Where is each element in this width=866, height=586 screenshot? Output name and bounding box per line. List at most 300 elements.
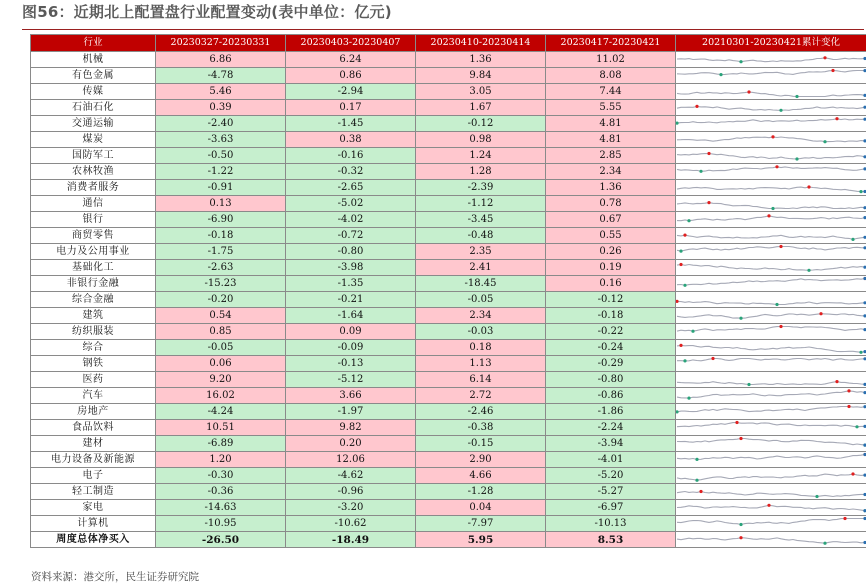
sparkline-path	[677, 474, 865, 480]
column-header-industry: 行业	[31, 35, 156, 52]
table-row	[31, 324, 866, 340]
flow-value-cell: 1.28	[416, 164, 546, 180]
sparkline-low-marker	[683, 284, 686, 287]
cumulative-sparkline-cell	[676, 84, 866, 100]
cumulative-sparkline	[676, 276, 866, 291]
flow-value-cell: -0.96	[286, 484, 416, 500]
table-row	[31, 132, 866, 148]
column-header-week-3: 20230410-20230414	[416, 35, 546, 52]
flow-value-cell: 7.44	[546, 84, 676, 100]
flow-value-cell: -26.50	[156, 532, 286, 548]
flow-value-cell: -15.23	[156, 276, 286, 292]
table-row	[31, 372, 866, 388]
flow-value-cell: 9.82	[286, 420, 416, 436]
sparkline-high-marker	[831, 69, 834, 72]
sparkline-path	[677, 216, 865, 221]
sparkline-high-marker	[679, 263, 682, 266]
table-row	[31, 212, 866, 228]
sparkline-high-marker	[676, 300, 679, 303]
flow-value-cell: 1.36	[546, 180, 676, 196]
flow-value-cell: -1.28	[416, 484, 546, 500]
cumulative-sparkline-cell	[676, 532, 866, 548]
cumulative-sparkline	[676, 212, 866, 227]
sparkline-high-marker	[779, 325, 782, 328]
flow-value-cell: -0.30	[156, 468, 286, 484]
column-header-cumulative: 20210301-20230421累计变化	[676, 35, 866, 52]
table-row	[31, 180, 866, 196]
industry-name-cell: 家电	[31, 500, 156, 516]
sparkline-path	[677, 492, 865, 497]
flow-value-cell: -1.64	[286, 308, 416, 324]
sparkline-path	[677, 235, 865, 239]
flow-value-cell: -2.94	[286, 84, 416, 100]
cumulative-sparkline-cell	[676, 164, 866, 180]
cumulative-sparkline	[676, 180, 866, 195]
cumulative-sparkline	[676, 292, 866, 307]
flow-value-cell: -0.05	[156, 340, 286, 356]
table-row	[31, 388, 866, 404]
sparkline-path	[677, 279, 865, 286]
sparkline-high-marker	[823, 56, 826, 59]
industry-name-cell: 钢铁	[31, 356, 156, 372]
cumulative-sparkline-cell	[676, 180, 866, 196]
cumulative-sparkline-cell	[676, 292, 866, 308]
column-header-week-2: 20230403-20230407	[286, 35, 416, 52]
cumulative-sparkline	[676, 260, 866, 275]
industry-name-cell: 农林牧渔	[31, 164, 156, 180]
cumulative-sparkline	[676, 52, 866, 67]
sparkline-low-marker	[855, 425, 858, 428]
cumulative-sparkline	[676, 452, 866, 467]
sparkline-low-marker	[739, 523, 742, 526]
flow-value-cell: -4.02	[286, 212, 416, 228]
sparkline-path	[677, 345, 865, 352]
table-row	[31, 308, 866, 324]
cumulative-sparkline-cell	[676, 196, 866, 212]
flow-value-cell: 5.95	[416, 532, 546, 548]
sparkline-path	[677, 301, 865, 304]
sparkline-low-marker	[859, 190, 862, 193]
industry-name-cell: 电力设备及新能源	[31, 452, 156, 468]
flow-value-cell: -1.86	[546, 404, 676, 420]
flow-value-cell: -0.03	[416, 324, 546, 340]
table-row	[31, 484, 866, 500]
flow-value-cell: 0.04	[416, 500, 546, 516]
flow-value-cell: 1.13	[416, 356, 546, 372]
table-header-row	[31, 35, 866, 52]
flow-value-cell: -2.24	[546, 420, 676, 436]
flow-value-cell: 1.36	[416, 52, 546, 68]
sparkline-high-marker	[747, 90, 750, 93]
sparkline-high-marker	[851, 472, 854, 475]
flow-value-cell: 2.35	[416, 244, 546, 260]
table-row	[31, 500, 866, 516]
sparkline-low-marker	[676, 410, 679, 413]
table-row	[31, 52, 866, 68]
cumulative-sparkline-cell	[676, 500, 866, 516]
sparkline-high-marker	[779, 245, 782, 248]
flow-value-cell: 0.20	[286, 436, 416, 452]
cumulative-sparkline-cell	[676, 100, 866, 116]
sparkline-low-marker	[699, 170, 702, 173]
cumulative-sparkline	[676, 532, 866, 547]
sparkline-high-marker	[707, 201, 710, 204]
flow-value-cell: -6.90	[156, 212, 286, 228]
sparkline-path	[677, 187, 865, 192]
cumulative-sparkline	[676, 484, 866, 499]
sparkline-path	[677, 359, 865, 361]
sparkline-path	[677, 167, 865, 172]
flow-value-cell: 2.90	[416, 452, 546, 468]
cumulative-sparkline	[676, 340, 866, 355]
cumulative-sparkline-cell	[676, 132, 866, 148]
industry-name-cell: 电子	[31, 468, 156, 484]
industry-name-cell: 纺织服装	[31, 324, 156, 340]
industry-name-cell: 商贸零售	[31, 228, 156, 244]
cumulative-sparkline-cell	[676, 116, 866, 132]
sparkline-low-marker	[823, 542, 826, 545]
sparkline-path	[677, 455, 865, 460]
sparkline-path	[677, 58, 865, 62]
table-row	[31, 436, 866, 452]
sparkline-low-marker	[795, 157, 798, 160]
sparkline-low-marker	[687, 397, 690, 400]
cumulative-sparkline	[676, 84, 866, 99]
sparkline-high-marker	[683, 234, 686, 237]
flow-value-cell: -3.20	[286, 500, 416, 516]
cumulative-sparkline	[676, 500, 866, 515]
flow-value-cell: -0.18	[156, 228, 286, 244]
sparkline-high-marker	[739, 437, 742, 440]
flow-value-cell: -2.46	[416, 404, 546, 420]
industry-name-cell: 综合	[31, 340, 156, 356]
cumulative-sparkline	[676, 420, 866, 435]
sparkline-low-marker	[683, 359, 686, 362]
sparkline-high-marker	[679, 344, 682, 347]
sparkline-low-marker	[859, 351, 862, 354]
flow-value-cell: 5.46	[156, 84, 286, 100]
sparkline-path	[677, 106, 865, 110]
flow-value-cell: -0.20	[156, 292, 286, 308]
flow-value-cell: 0.13	[156, 196, 286, 212]
flow-value-cell: 0.16	[546, 276, 676, 292]
flow-value-cell: -18.49	[286, 532, 416, 548]
industry-name-cell: 传媒	[31, 84, 156, 100]
sparkline-high-marker	[771, 135, 774, 138]
flow-value-cell: -0.18	[546, 308, 676, 324]
industry-name-cell: 汽车	[31, 388, 156, 404]
table-row	[31, 244, 866, 260]
sparkline-low-marker	[691, 330, 694, 333]
sparkline-low-marker	[815, 495, 818, 498]
flow-value-cell: -3.63	[156, 132, 286, 148]
flow-value-cell: 4.66	[416, 468, 546, 484]
cumulative-sparkline-cell	[676, 228, 866, 244]
flow-value-cell: -0.16	[286, 148, 416, 164]
flow-value-cell: -3.45	[416, 212, 546, 228]
flow-value-cell: 2.34	[416, 308, 546, 324]
cumulative-sparkline	[676, 324, 866, 339]
flow-value-cell: -1.97	[286, 404, 416, 420]
cumulative-sparkline	[676, 164, 866, 179]
table-row	[31, 516, 866, 532]
cumulative-sparkline-cell	[676, 148, 866, 164]
cumulative-sparkline	[676, 356, 866, 371]
sparkline-high-marker	[835, 117, 838, 120]
flow-value-cell: 0.17	[286, 100, 416, 116]
flow-value-cell: 0.86	[286, 68, 416, 84]
flow-value-cell: 16.02	[156, 388, 286, 404]
table-row	[31, 116, 866, 132]
industry-name-cell: 周度总体净买入	[31, 532, 156, 548]
sparkline-low-marker	[747, 383, 750, 386]
table-row-total	[31, 532, 866, 548]
flow-value-cell: 3.66	[286, 388, 416, 404]
flow-value-cell: -0.22	[546, 324, 676, 340]
cumulative-sparkline-cell	[676, 276, 866, 292]
industry-name-cell: 石油石化	[31, 100, 156, 116]
cumulative-sparkline-cell	[676, 484, 866, 500]
flow-value-cell: 6.14	[416, 372, 546, 388]
industry-name-cell: 电力及公用事业	[31, 244, 156, 260]
source-note: 资料来源：港交所，民生证券研究院	[31, 571, 199, 583]
sparkline-high-marker	[819, 312, 822, 315]
table-row	[31, 196, 866, 212]
industry-name-cell: 综合金融	[31, 292, 156, 308]
flow-value-cell: -4.78	[156, 68, 286, 84]
sparkline-high-marker	[767, 214, 770, 217]
sparkline-path	[677, 407, 865, 412]
cumulative-sparkline-cell	[676, 324, 866, 340]
flow-value-cell: -0.86	[546, 388, 676, 404]
flow-value-cell: 1.24	[416, 148, 546, 164]
flow-value-cell: 2.72	[416, 388, 546, 404]
flow-value-cell: -6.97	[546, 500, 676, 516]
flow-value-cell: 0.54	[156, 308, 286, 324]
cumulative-sparkline-cell	[676, 372, 866, 388]
flow-value-cell: -4.62	[286, 468, 416, 484]
sparkline-high-marker	[735, 421, 738, 424]
flow-value-cell: -0.29	[546, 356, 676, 372]
sparkline-high-marker	[767, 504, 770, 507]
flow-value-cell: -0.36	[156, 484, 286, 500]
flow-value-cell: 0.67	[546, 212, 676, 228]
flow-value-cell: -0.13	[286, 356, 416, 372]
cumulative-sparkline	[676, 244, 866, 259]
industry-name-cell: 国防军工	[31, 148, 156, 164]
cumulative-sparkline-cell	[676, 452, 866, 468]
sparkline-low-marker	[807, 269, 810, 272]
flow-value-cell: 9.84	[416, 68, 546, 84]
industry-name-cell: 交通运输	[31, 116, 156, 132]
cumulative-sparkline	[676, 404, 866, 419]
flow-value-cell: -0.12	[546, 292, 676, 308]
flow-value-cell: 6.24	[286, 52, 416, 68]
industry-allocation-table	[30, 34, 866, 548]
flow-value-cell: 8.53	[546, 532, 676, 548]
cumulative-sparkline	[676, 132, 866, 147]
cumulative-sparkline	[676, 68, 866, 83]
industry-name-cell: 房地产	[31, 404, 156, 420]
table-row	[31, 292, 866, 308]
cumulative-sparkline-cell	[676, 516, 866, 532]
sparkline-path	[677, 314, 865, 319]
industry-name-cell: 建材	[31, 436, 156, 452]
cumulative-sparkline	[676, 148, 866, 163]
industry-name-cell: 基础化工	[31, 260, 156, 276]
sparkline-high-marker	[847, 405, 850, 408]
sparkline-high-marker	[835, 380, 838, 383]
sparkline-low-marker	[851, 238, 854, 241]
flow-value-cell: -2.39	[416, 180, 546, 196]
flow-value-cell: 1.67	[416, 100, 546, 116]
table-row	[31, 164, 866, 180]
flow-value-cell: 4.81	[546, 116, 676, 132]
flow-value-cell: 0.98	[416, 132, 546, 148]
flow-value-cell: -14.63	[156, 500, 286, 516]
sparkline-low-marker	[739, 60, 742, 63]
column-header-week-1: 20230327-20230331	[156, 35, 286, 52]
sparkline-low-marker	[679, 250, 682, 253]
flow-value-cell: -2.65	[286, 180, 416, 196]
column-header-week-4: 20230417-20230421	[546, 35, 676, 52]
flow-value-cell: -0.80	[546, 372, 676, 388]
sparkline-low-marker	[775, 303, 778, 306]
flow-value-cell: -0.32	[286, 164, 416, 180]
sparkline-high-marker	[847, 389, 850, 392]
flow-value-cell: 2.41	[416, 260, 546, 276]
table-row	[31, 340, 866, 356]
sparkline-high-marker	[775, 165, 778, 168]
cumulative-sparkline	[676, 372, 866, 387]
table-row	[31, 420, 866, 436]
sparkline-path	[677, 391, 865, 398]
cumulative-sparkline	[676, 516, 866, 531]
flow-value-cell: 0.78	[546, 196, 676, 212]
flow-value-cell: 6.86	[156, 52, 286, 68]
sparkline-path	[677, 327, 865, 332]
flow-value-cell: 9.20	[156, 372, 286, 388]
sparkline-low-marker	[719, 73, 722, 76]
industry-name-cell: 机械	[31, 52, 156, 68]
industry-name-cell: 银行	[31, 212, 156, 228]
industry-name-cell: 通信	[31, 196, 156, 212]
cumulative-sparkline-cell	[676, 468, 866, 484]
cumulative-sparkline-cell	[676, 388, 866, 404]
sparkline-low-marker	[771, 207, 774, 210]
flow-value-cell: 0.38	[286, 132, 416, 148]
flow-value-cell: -0.15	[416, 436, 546, 452]
sparkline-path	[677, 154, 865, 160]
flow-value-cell: -1.22	[156, 164, 286, 180]
flow-value-cell: 4.81	[546, 132, 676, 148]
cumulative-sparkline-cell	[676, 340, 866, 356]
table-row	[31, 84, 866, 100]
cumulative-sparkline	[676, 308, 866, 323]
sparkline-low-marker	[676, 122, 679, 125]
sparkline-low-marker	[739, 317, 742, 320]
sparkline-high-marker	[707, 152, 710, 155]
sparkline-high-marker	[711, 357, 714, 360]
flow-value-cell: 0.06	[156, 356, 286, 372]
table-row	[31, 148, 866, 164]
flow-value-cell: 0.09	[286, 324, 416, 340]
flow-value-cell: 3.05	[416, 84, 546, 100]
flow-value-cell: 0.19	[546, 260, 676, 276]
table-row	[31, 228, 866, 244]
sparkline-low-marker	[795, 95, 798, 98]
flow-value-cell: -0.72	[286, 228, 416, 244]
industry-name-cell: 有色金属	[31, 68, 156, 84]
flow-value-cell: 10.51	[156, 420, 286, 436]
sparkline-path	[677, 265, 865, 271]
flow-value-cell: -1.12	[416, 196, 546, 212]
flow-value-cell: -5.20	[546, 468, 676, 484]
industry-name-cell: 建筑	[31, 308, 156, 324]
flow-value-cell: -5.27	[546, 484, 676, 500]
flow-value-cell: -0.24	[546, 340, 676, 356]
flow-value-cell: -0.05	[416, 292, 546, 308]
flow-value-cell: 0.26	[546, 244, 676, 260]
sparkline-low-marker	[687, 219, 690, 222]
cumulative-sparkline-cell	[676, 52, 866, 68]
flow-value-cell: -4.24	[156, 404, 286, 420]
flow-value-cell: -18.45	[416, 276, 546, 292]
flow-value-cell: -1.35	[286, 276, 416, 292]
flow-value-cell: -6.89	[156, 436, 286, 452]
sparkline-low-marker	[695, 458, 698, 461]
industry-name-cell: 食品饮料	[31, 420, 156, 436]
flow-value-cell: -1.75	[156, 244, 286, 260]
sparkline-high-marker	[699, 490, 702, 493]
sparkline-low-marker	[823, 140, 826, 143]
flow-value-cell: -0.38	[416, 420, 546, 436]
sparkline-path	[677, 203, 865, 209]
sparkline-path	[677, 439, 865, 446]
cumulative-sparkline-cell	[676, 436, 866, 452]
cumulative-sparkline	[676, 388, 866, 403]
flow-value-cell: -0.09	[286, 340, 416, 356]
table-row	[31, 356, 866, 372]
flow-value-cell: 2.85	[546, 148, 676, 164]
sparkline-low-marker	[695, 479, 698, 482]
cumulative-sparkline-cell	[676, 356, 866, 372]
sparkline-high-marker	[807, 185, 810, 188]
cumulative-sparkline	[676, 228, 866, 243]
table-row	[31, 404, 866, 420]
flow-value-cell: 12.06	[286, 452, 416, 468]
sparkline-path	[677, 92, 865, 97]
flow-value-cell: 11.02	[546, 52, 676, 68]
flow-value-cell: -0.21	[286, 292, 416, 308]
sparkline-high-marker	[739, 536, 742, 539]
industry-name-cell: 煤炭	[31, 132, 156, 148]
cumulative-sparkline	[676, 100, 866, 115]
sparkline-path	[677, 137, 865, 142]
cumulative-sparkline-cell	[676, 308, 866, 324]
sparkline-path	[677, 71, 865, 75]
flow-value-cell: -10.13	[546, 516, 676, 532]
flow-value-cell: -0.48	[416, 228, 546, 244]
industry-name-cell: 医药	[31, 372, 156, 388]
flow-value-cell: -2.63	[156, 260, 286, 276]
cumulative-sparkline-cell	[676, 404, 866, 420]
flow-value-cell: 0.55	[546, 228, 676, 244]
sparkline-path	[677, 519, 865, 525]
sparkline-path	[677, 538, 865, 544]
flow-value-cell: -1.45	[286, 116, 416, 132]
flow-value-cell: 0.39	[156, 100, 286, 116]
